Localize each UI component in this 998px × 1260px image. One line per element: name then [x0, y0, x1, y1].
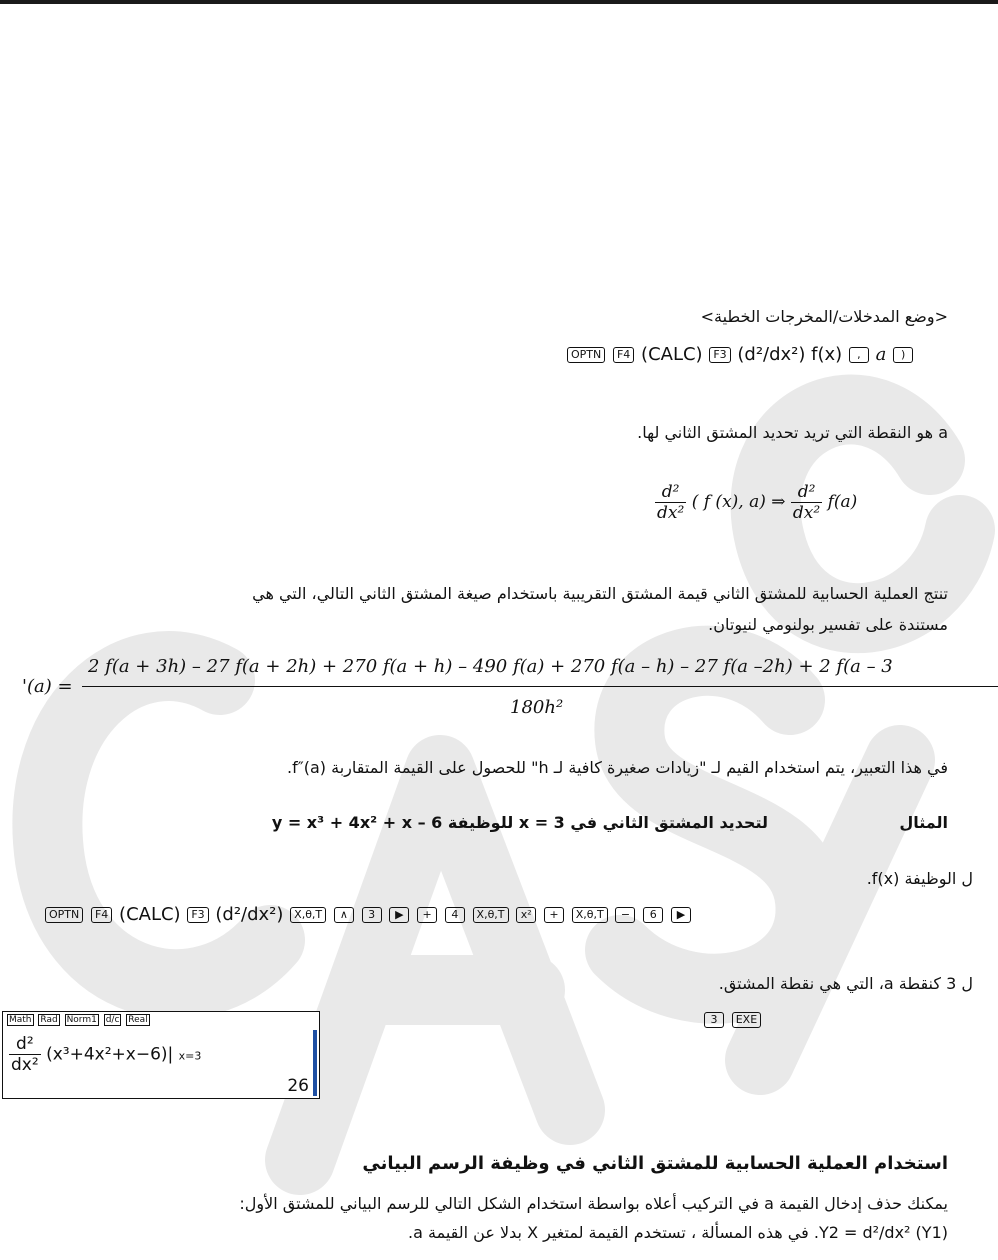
key-plus-2: +: [544, 907, 564, 923]
example-label: المثال: [899, 813, 948, 832]
status-rad: Rad: [40, 1015, 58, 1025]
key-caret: ∧: [334, 907, 354, 923]
calc-label: (CALC): [119, 904, 181, 925]
screen-scrollbar: [313, 1030, 317, 1096]
point-text: a هو النقطة التي تريد تحديد المشتق الثاني لها.: [637, 423, 948, 442]
formula-bar: [82, 686, 998, 687]
screen-sub: x=3: [178, 1049, 202, 1063]
notation-frac-1: $\frac{\text{d²}}{\text{dx²}}$: [657, 482, 685, 523]
step2-keys: [703, 1008, 762, 1032]
paren-key: ): [893, 347, 913, 363]
para1-line2: مستندة على تفسير بولنومي لنيوتان.: [708, 615, 948, 634]
key-6: 6: [643, 907, 663, 923]
key-plus: +: [417, 907, 437, 923]
comma-key: ,: [849, 347, 869, 363]
screen-expression: [9, 1034, 201, 1075]
key-xthetat-3: X,θ,T: [572, 907, 608, 923]
section-title: استخدام العملية الحسابية للمشتق الثاني في وظيفة الرسم البياني: [362, 1153, 948, 1174]
key-xthetat: X,θ,T: [290, 907, 326, 923]
para1-line1: تنتج العملية الحسابية للمشتق الثاني قيمة المشتق التقريبية باستخدام صيغة المشتق الثاني التالي، التي هي: [252, 584, 948, 603]
d2-label: (d²/dx²): [215, 904, 284, 925]
step2-text: ل 3 كنقطة a، التي هي نقطة المشتق.: [718, 974, 973, 993]
notation-frac-2: $\frac{\text{d²}}{\text{dx²}}$: [792, 482, 821, 523]
key-3: 3: [362, 907, 382, 923]
step1-keys: [44, 903, 692, 927]
key-xthetat-2: X,θ,T: [473, 907, 509, 923]
var-a: a: [875, 344, 887, 365]
calculator-screen: [2, 1011, 320, 1099]
notation-args: ( f (x), a) ⇒: [691, 492, 786, 512]
section-line1: يمكنك حذف إدخال القيمة a في التركيب أعلاه بواسطة استخدام الشكل التالي للرسم البياني للمشتق الأول:: [239, 1194, 948, 1213]
notation-fa: f(a): [827, 492, 858, 512]
step1-text: ل الوظيفة f(x).: [866, 869, 973, 888]
mode-label: <وضع المدخلات/المخرجات الخطية>: [700, 307, 948, 326]
status-bar: [7, 1015, 152, 1025]
status-real: Real: [128, 1015, 148, 1025]
para2: في هذا التعبير، يتم استخدام القيم لـ "زيادات صغيرة كافية لـ h" للحصول على القيمة المتقاربة f″(a).: [287, 758, 948, 777]
key-right-arrow: ▶: [389, 907, 409, 923]
f3-key: F3: [709, 347, 730, 363]
key-4: 4: [445, 907, 465, 923]
key-x-squared: x²: [516, 907, 536, 923]
calc-text: (CALC): [641, 344, 703, 365]
key-exe: EXE: [732, 1012, 761, 1028]
status-norm: Norm1: [66, 1015, 97, 1025]
key-minus: −: [615, 907, 635, 923]
example-text: لتحديد المشتق الثاني في x = 3 للوظيفة y = x³ + 4x² + x – 6: [271, 813, 768, 832]
key-3-input: 3: [704, 1012, 724, 1028]
notation: [655, 482, 857, 523]
syntax-line: [566, 343, 914, 367]
formula-lhs: '(a) =: [22, 676, 73, 697]
status-dc: d/c: [105, 1015, 120, 1025]
formula-numerator: 2 f(a + 3h) – 27 f(a + 2h) + 270 f(a + h) – 490 f(a) + 270 f(a – h) – 27 f(a –2h) + 2 f(a – 3: [88, 656, 893, 677]
f4-key: F4: [613, 347, 634, 363]
key-f4: F4: [91, 907, 112, 923]
key-right-arrow-2: ▶: [671, 907, 691, 923]
key-f3: F3: [187, 907, 208, 923]
top-border: [0, 0, 998, 4]
key-optn: OPTN: [45, 907, 83, 923]
section-line2: Y2 = d²/dx² (Y1). في هذه المسألة ، تستخدم القيمة لمتغير X بدلا عن القيمة a.: [408, 1223, 948, 1242]
screen-frac: $\frac{\text{d²}}{\text{dx²}}$: [11, 1034, 39, 1075]
screen-expr: (x³+4x²+x−6)|: [46, 1044, 174, 1065]
d2-text: (d²/dx²) f(x): [737, 344, 843, 365]
screen-result: 26: [287, 1076, 309, 1096]
optn-key: OPTN: [567, 347, 605, 363]
formula-denominator: 180h²: [510, 697, 564, 718]
status-math: Math: [9, 1015, 32, 1025]
